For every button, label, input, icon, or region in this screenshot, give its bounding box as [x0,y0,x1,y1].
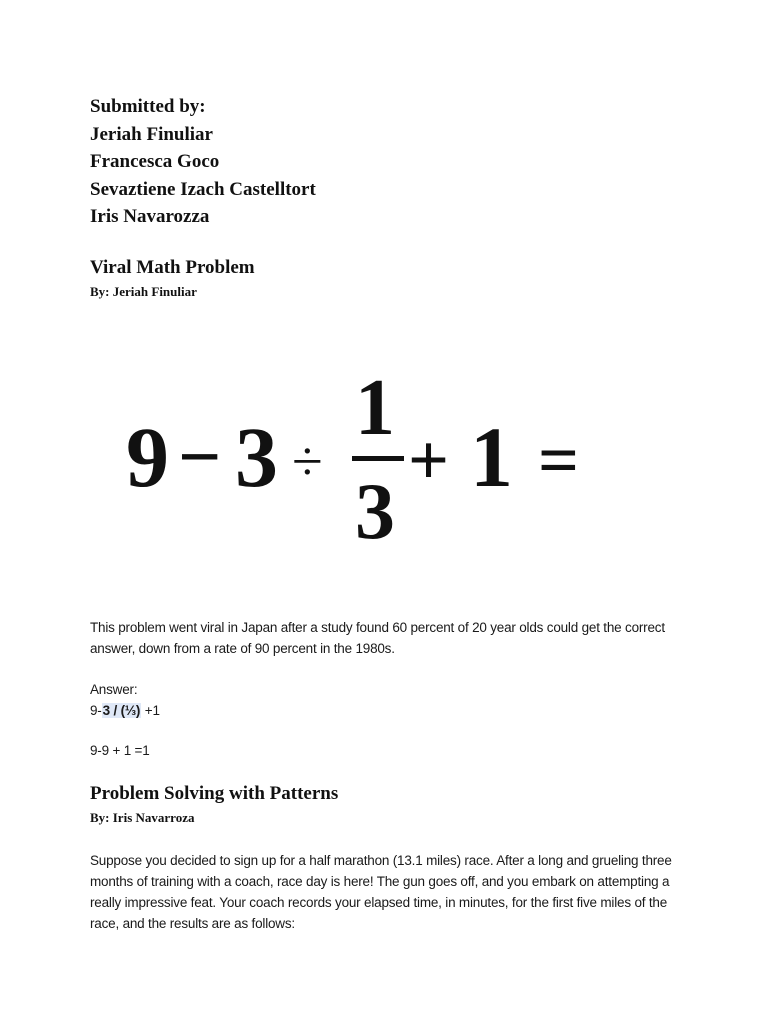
submitted-by-block [90,93,316,231]
equation-plus: + [408,420,450,500]
author-name: Sevaztiene Izach Castelltort [90,178,316,200]
equation-term-3: 3 [235,409,278,505]
answer-label: Answer: [90,682,138,697]
patterns-heading: Problem Solving with Patterns [90,783,339,804]
equation-term-1: 1 [470,409,513,505]
submitted-by-heading: Submitted by: [90,96,206,117]
equation-equals: = [538,420,580,500]
patterns-description: Suppose you decided to sign up for a half marathon (13.1 miles) race. After a long and grueling three months of training with a coach, race day is here! The gun goes off, and you embark on attempting a really impressive feat. Your coach records your elapsed time, in minutes, for the first five miles of the race, and the results are as follows: [90,853,672,931]
answer-step-1-prefix: 9- [90,703,102,718]
equation-minus: − [178,415,222,499]
equation-term-9: 9 [126,409,169,505]
answer-step-1 [90,700,160,721]
answer-step-2: 9-9 + 1 =1 [90,743,150,758]
answer-step-1-suffix: +1 [141,703,160,718]
author-name: Francesca Goco [90,151,220,172]
equation-numerator: 1 [355,364,395,452]
viral-math-heading: Viral Math Problem [90,257,255,278]
viral-description: This problem went viral in Japan after a study found 60 percent of 20 year olds could get the correct answer, down from a rate of 90 percent in the 1980s. [90,620,665,656]
answer-highlight[interactable]: 3 / (⅓) [102,703,141,718]
equation-image [90,320,670,570]
fraction-bar [352,456,404,461]
equation-divide: ÷ [292,431,323,493]
author-name: Iris Navarozza [90,206,210,227]
author-name: Jeriah Finuliar [90,123,213,145]
equation-denominator: 3 [355,468,395,556]
patterns-byline: By: Iris Navarroza [90,810,195,825]
viral-math-byline: By: Jeriah Finuliar [90,284,197,299]
